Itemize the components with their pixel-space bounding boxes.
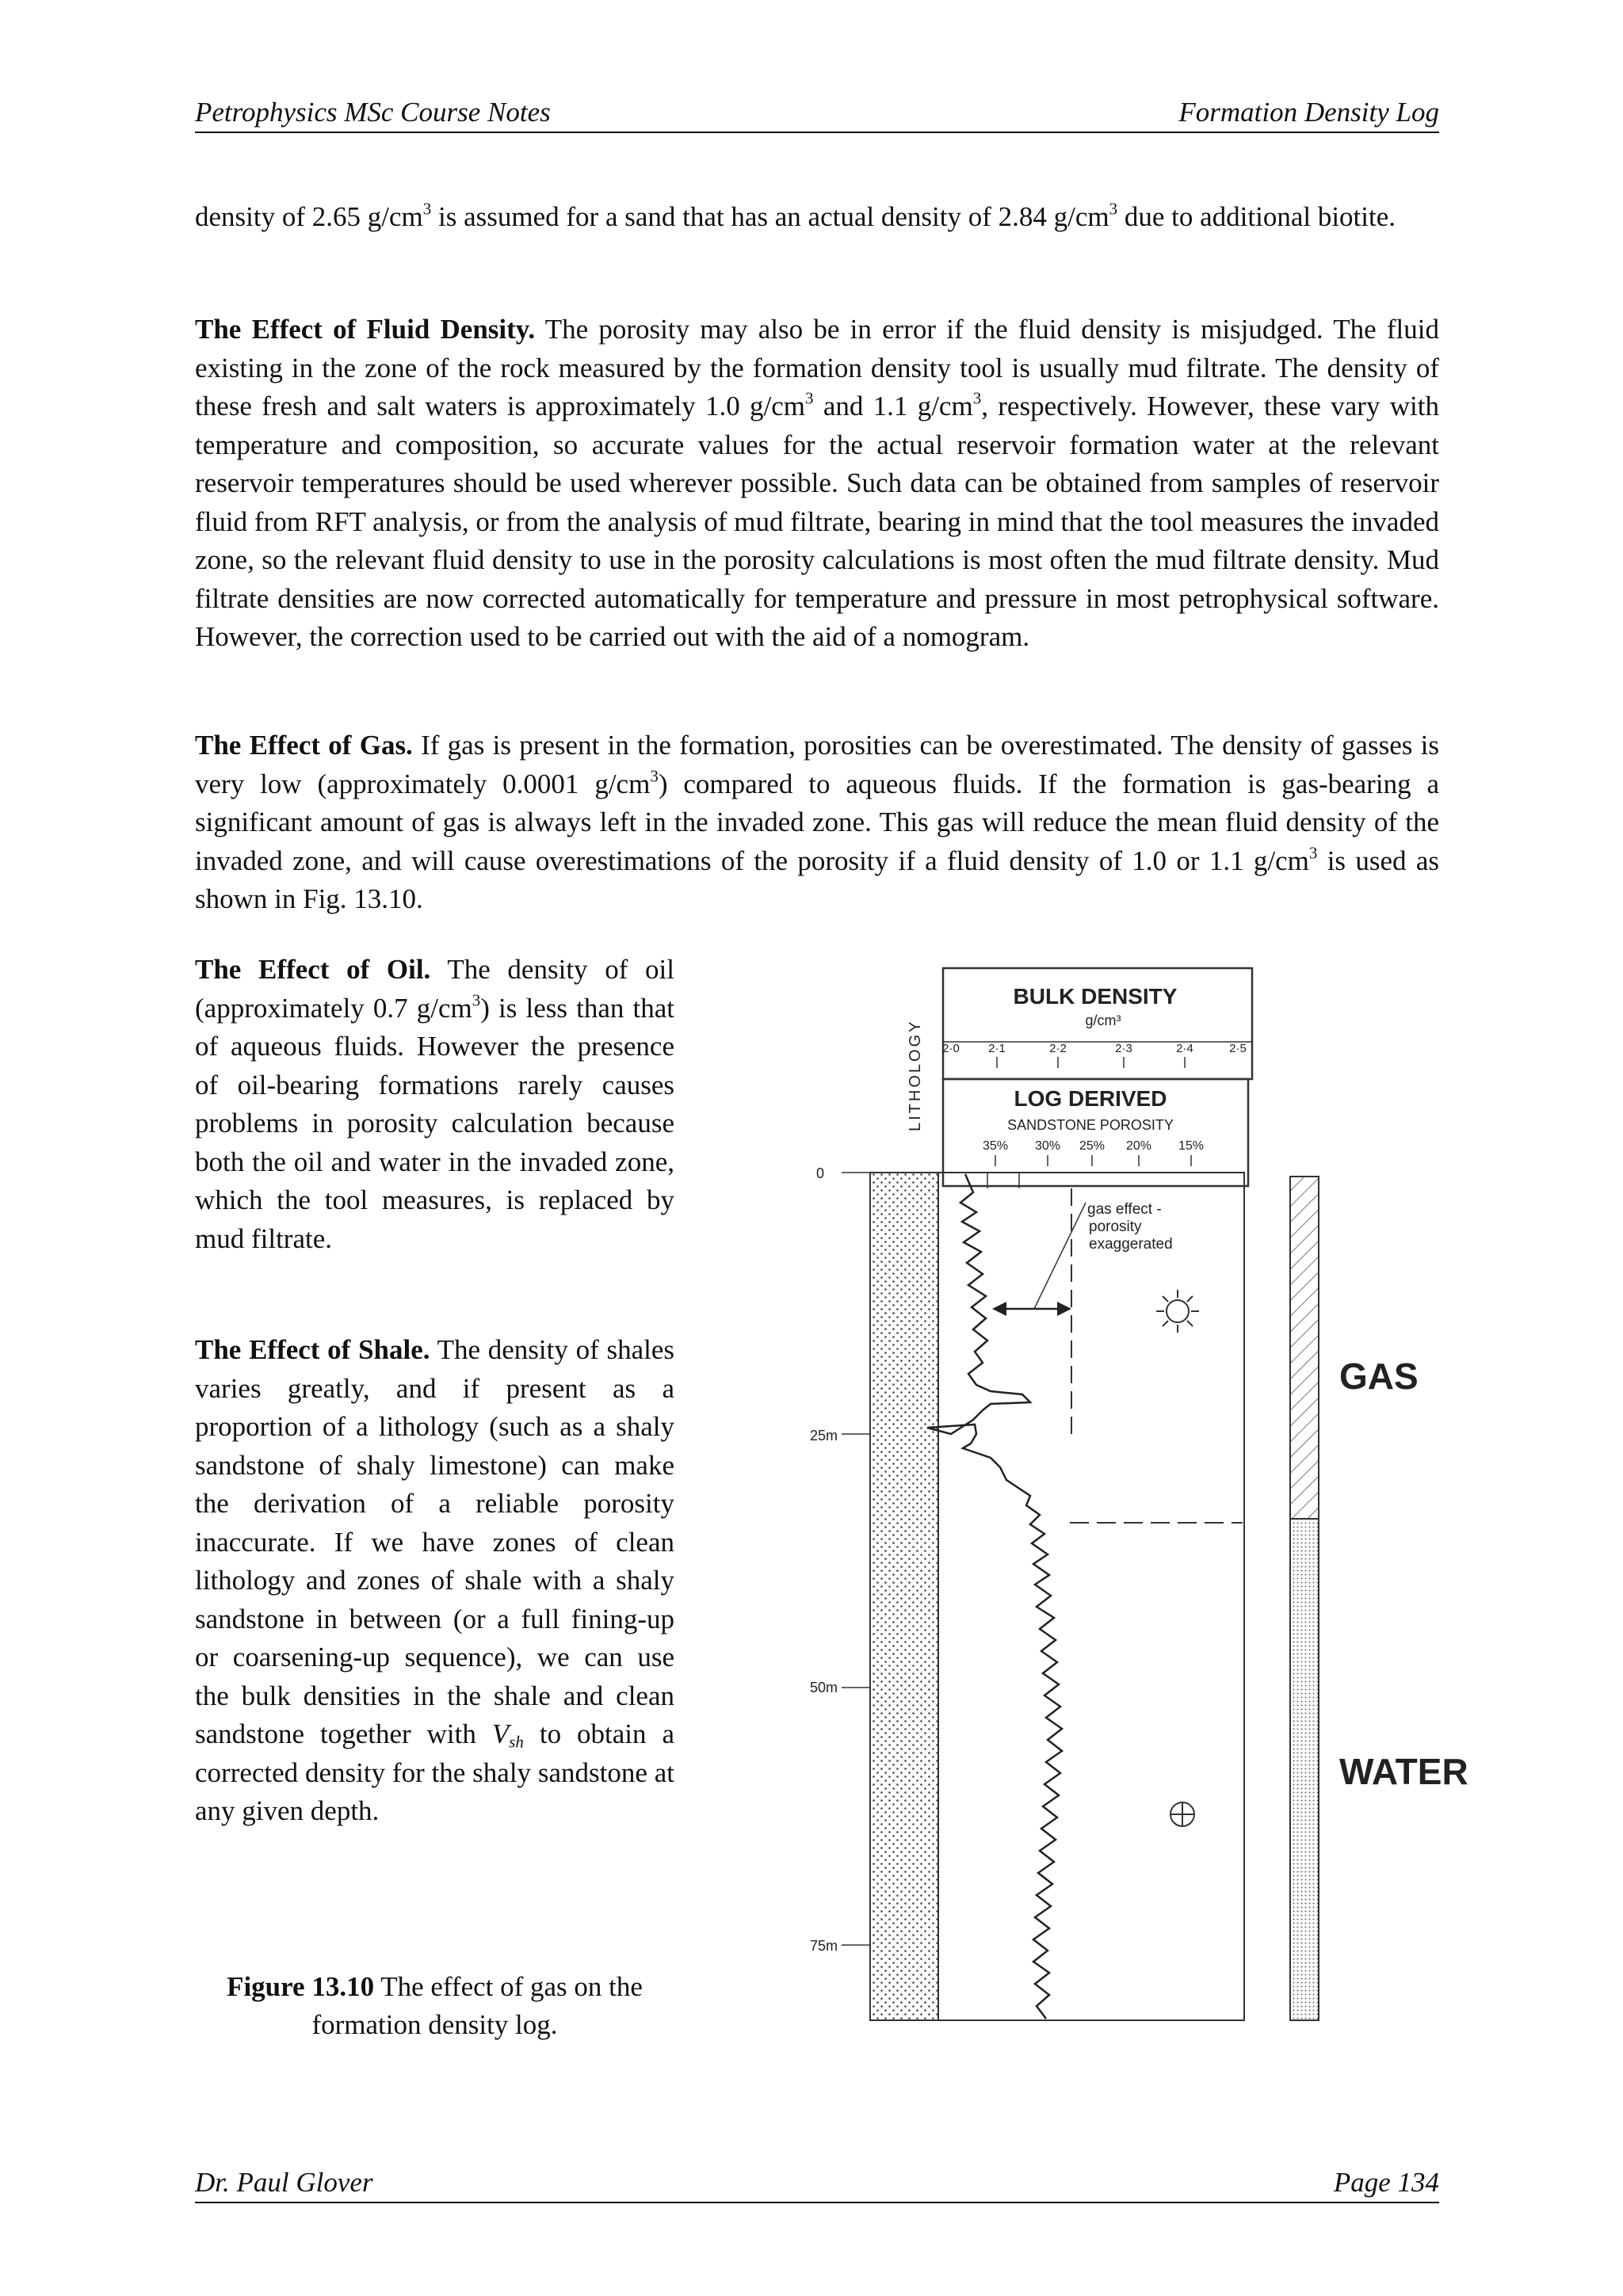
porosity-ticks bbox=[983, 1139, 1204, 1153]
arrow-head-left bbox=[992, 1302, 1006, 1316]
heading-oil: The Effect of Oil. bbox=[195, 954, 431, 985]
paragraph-intro: density of 2.65 $g/cm^3$ is assumed for a sand that has an actual density of 2.84 $g/cm^3$ due to additional biotite. bbox=[195, 199, 1396, 232]
figure-caption-label: Figure 13.10 bbox=[227, 1971, 375, 2002]
lithology-label: LITHOLOGY bbox=[907, 1019, 924, 1131]
log-track bbox=[938, 1173, 1244, 2020]
page-footer bbox=[195, 2167, 1439, 2203]
heading-shale: The Effect of Shale. bbox=[195, 1334, 430, 1365]
depth-axis bbox=[810, 1165, 870, 1954]
header-section-title: Formation Density Log bbox=[1178, 97, 1439, 128]
porosity-tick: 35% bbox=[982, 1139, 1009, 1153]
heading-gas: The Effect of Gas. bbox=[195, 730, 413, 761]
bulk-density-tick: 2·2 bbox=[1049, 1042, 1067, 1055]
porosity-tick: 20% bbox=[1125, 1139, 1152, 1153]
page-number: Page 134 bbox=[1333, 2167, 1439, 2198]
bulk-density-title: BULK DENSITY bbox=[1013, 984, 1178, 1009]
bulk-density-tick: 2·5 bbox=[1229, 1042, 1247, 1055]
log-derived-title: LOG DERIVED bbox=[1014, 1086, 1167, 1111]
bulk-density-ticks bbox=[942, 1042, 1247, 1055]
bulk-density-tick: 2·0 bbox=[942, 1042, 960, 1055]
density-log-curve bbox=[927, 1174, 1062, 2019]
arrow-head-right bbox=[1057, 1302, 1071, 1316]
depth-label: 0 bbox=[816, 1165, 825, 1181]
zone-label-water: WATER bbox=[1339, 1751, 1468, 1792]
gas-effect-note-line: gas effect - bbox=[1087, 1201, 1162, 1218]
paragraph-gas: The Effect of Gas. If gas is present in the formation, porosities can be overestimated. The density of gasses is very low (approximately 0.0001 $g/cm^3$) compared to aqueous fluids. If the formation is gas-bearing a significant amount of gas is always left in the invaded zone. This gas will reduce the mean fluid density of the invaded zone, and will cause overestimations of the porosity if a fluid density of 1.0 or 1.1 $g/cm^3$ is used as shown in Fig. 13.10. bbox=[195, 730, 1439, 914]
header-course-title: Petrophysics MSc Course Notes bbox=[195, 97, 551, 128]
heading-fluid-density: The Effect of Fluid Density. bbox=[195, 314, 536, 345]
bulk-density-unit: g/cm³ bbox=[1085, 1013, 1121, 1028]
water-symbol-icon bbox=[1170, 1802, 1194, 1826]
zone-label-gas: GAS bbox=[1339, 1356, 1419, 1397]
gas-effect-note-line: exaggerated bbox=[1089, 1236, 1173, 1253]
paragraph-oil: The Effect of Oil. The density of oil (approximately 0.7 $g/cm^3$) is less than that of aqueous fluids. However the presence of oil-bearing formations rarely causes problems in porosity calculation because both the oil and water in the invaded zone, which the tool measures, is replaced by mud filtrate. bbox=[195, 954, 674, 1254]
gas-effect-note-line: porosity bbox=[1089, 1219, 1142, 1235]
figure-gas-effect-log bbox=[792, 951, 1490, 2060]
gas-effect-note bbox=[1087, 1201, 1173, 1253]
bulk-density-tick: 2·4 bbox=[1176, 1042, 1193, 1055]
figure-caption: Figure 13.10 The effect of gas on the formation density log. bbox=[227, 1971, 643, 2040]
footer-author: Dr. Paul Glover bbox=[195, 2167, 373, 2198]
vsh-variable: $V_{sh}$ bbox=[491, 1718, 524, 1752]
depth-label: 25m bbox=[810, 1428, 838, 1444]
gas-zone-column bbox=[1290, 1177, 1319, 1519]
gas-effect-leader bbox=[1034, 1203, 1086, 1309]
depth-label: 75m bbox=[810, 1938, 838, 1954]
paragraph-fluid-density: The Effect of Fluid Density. The porosity may also be in error if the fluid density is misjudged. The fluid existing in the zone of the rock measured by the formation density tool is usually mud filtrate. The density of these fresh and salt waters is approximately 1.0 $g/cm^3$ and 1.1 $g/cm^3$, respectively. However, these vary with temperature and composition, so accurate values for the actual reservoir formation water at the relevant reservoir temperatures should be used wherever possible. Such data can be obtained from samples of reservoir fluid from RFT analysis, or from the analysis of mud filtrate, bearing in mind that the tool measures the invaded zone, so the relevant fluid density to use in the porosity calculations is most often the mud filtrate density. Mud filtrate densities are now corrected automatically for temperature and pressure in most petrophysical software. However, the correction used to be carried out with the aid of a nomogram. bbox=[195, 314, 1439, 652]
lithology-column bbox=[870, 1173, 938, 2020]
paragraph-shale: The Effect of Shale. The density of shales varies greatly, and if present as a proportion of a lithology (such as a shaly sandstone of shaly limestone) can make the derivation of a reliable porosity inaccurate. If we have zones of clean lithology and zones of shale with a shaly sandstone in between (or a full fining-up or coarsening-up sequence), we can use the bulk densities in the shale and clean sandstone together with $V_{sh}$ to obtain a corrected density for the shaly sandstone at any given depth. bbox=[195, 1334, 675, 1826]
porosity-tick: 25% bbox=[1079, 1139, 1106, 1153]
bulk-density-tick: 2·3 bbox=[1115, 1042, 1132, 1055]
bulk-density-tick: 2·1 bbox=[988, 1042, 1006, 1055]
depth-label: 50m bbox=[810, 1680, 838, 1695]
porosity-tick: 30% bbox=[1034, 1139, 1061, 1153]
water-zone-column bbox=[1290, 1519, 1319, 2020]
gas-symbol-icon bbox=[1156, 1290, 1199, 1333]
sandstone-porosity-label: SANDSTONE POROSITY bbox=[1007, 1117, 1174, 1133]
porosity-tick: 15% bbox=[1178, 1139, 1205, 1153]
page-header bbox=[195, 97, 1439, 133]
